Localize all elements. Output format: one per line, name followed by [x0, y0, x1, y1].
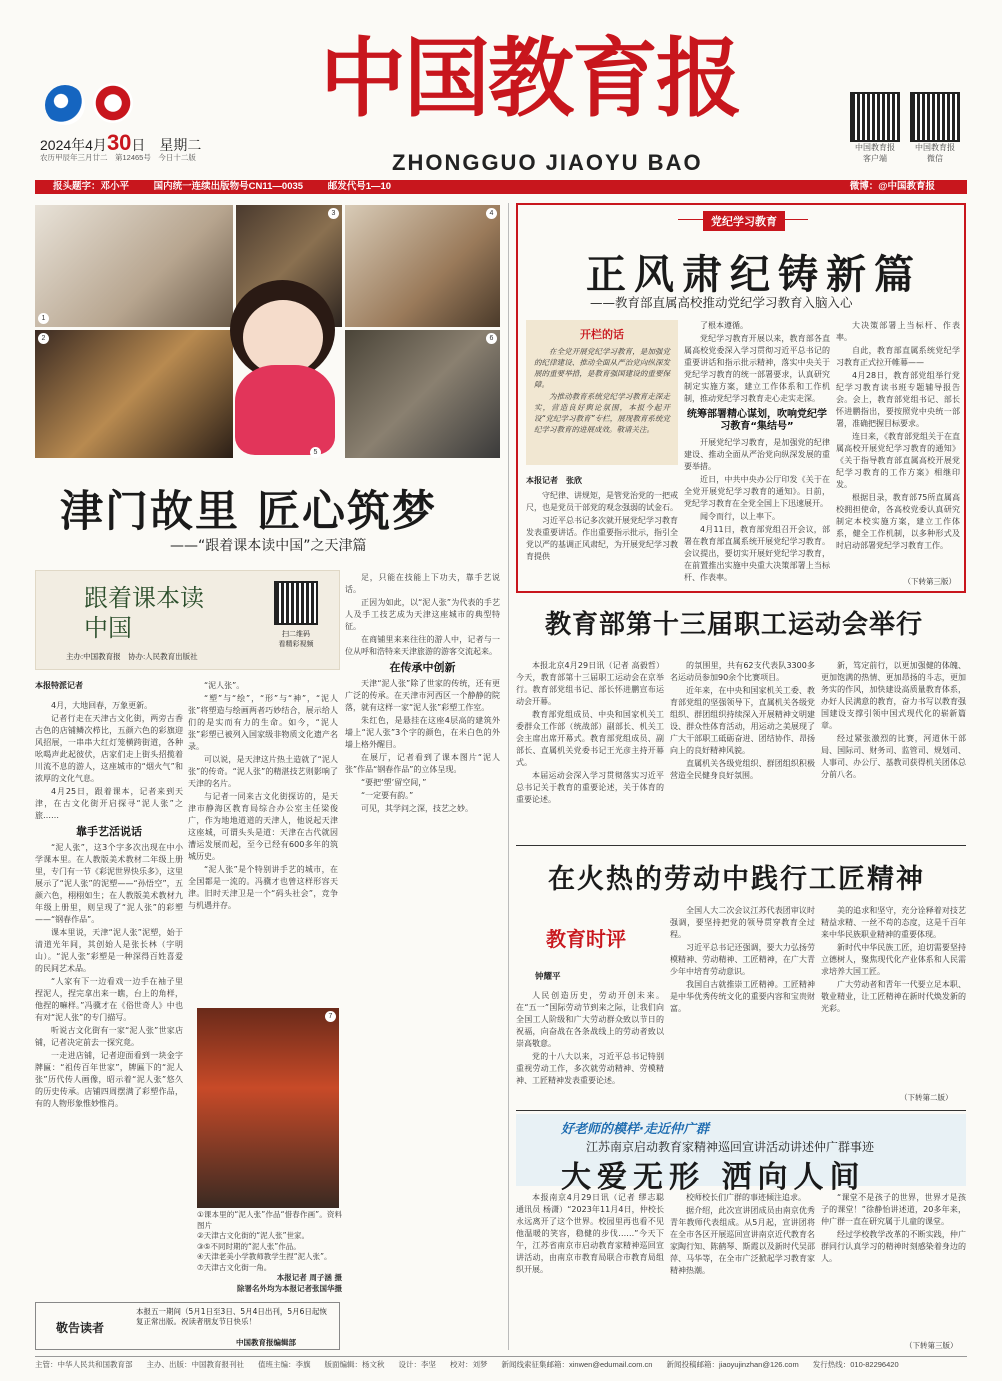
- banner-title: 跟着课本读中国: [84, 584, 204, 642]
- reading-banner: [35, 570, 340, 670]
- labor-continued: （下转第二版）: [900, 1093, 953, 1102]
- left-subheadline: ——“跟着课本读中国”之天津篇: [170, 538, 367, 554]
- games-col-2: 的氛围里，共有62支代表队3300多名运动员参加90余个比赛项目。 近年来，在中央和国家机关工委、教育部党组的坚强领导下，直属机关各级党组织、群团组织持续深入开展精神文明建设、群众性体育活动，用运动之美展现了广大干部职工砥砺奋进、团结协作、昂扬向上的良好精神风貌。 直属机关各级党组织、群团组织积极营造全民健身良好氛围。: [670, 661, 815, 780]
- qr-code-icon: [850, 92, 900, 142]
- issue-number: 农历甲辰年三月廿二 第12465号 今日十二版: [40, 153, 196, 162]
- photo-6: 6: [345, 330, 500, 458]
- labor-headline: 在火热的劳动中践行工匠精神: [548, 864, 925, 895]
- column-tag-text: 教育时评: [546, 927, 626, 951]
- masthead-logo: [45, 85, 105, 125]
- photo-captions: ①课本里的“泥人张”作品“惜春作画”。资料图片 ②天津古文化街的“泥人张”世家。 ③⑤不同时期的“泥人张”作品。 ④天津老美小学教师教学生捏“泥人张”。 ⑦天津古文化街一角。 本报记者 周子涵 摄 除署名外均为本报记者张国华摄: [197, 1210, 342, 1293]
- info-cn-number: 国内统一连续出版物号CN11—0035: [153, 181, 304, 192]
- party-col-1: 守纪律、讲规矩，是管党治党的一把戒尺，也是党员干部党的观念强弱的试金石。 习近平总书记多次就开展党纪学习教育发表重要讲话。作出重要指示批示，指引全党以严的基调正风肃纪，为开展党纪学习教育提供: [526, 491, 678, 561]
- notice-text: 本报五一期间（5月1日至3日、5月4日出刊，5月6日起恢复正常出版。祝读者朋友节日快乐！: [136, 1307, 327, 1326]
- reader-notice: [35, 1302, 340, 1350]
- logo-emblem-icon: [45, 85, 85, 125]
- labor-col-1: 人民创造历史，劳动开创未来。在“五一”国际劳动节到来之际，让我们向全国工人阶级和广大劳动群众致以节日的祝福，向奋战在各条战线上的劳动者致以崇高敬意。 党的十八大以来，习近平总书记特别重视劳动工作，多次就劳动精神、劳模精神、工匠精神发表重要论述。: [516, 991, 664, 1085]
- left-byline: 本报特派记者: [35, 681, 83, 690]
- column-tag-edu-comment: [516, 905, 664, 965]
- photo-2: 2: [35, 330, 233, 458]
- left-col-2: “泥人张”。 “塑”与“绘”，“形”与“神”，“泥人张”将塑造与绘画两者巧妙结合，展示给人们的是实而有力的生命。如今，“泥人张”彩塑已被列入国家级非物质文化遗产名录。 可以说，是天津这片热土造就了“泥人张”的传奇。“泥人张”的精湛技艺则影响了天津的名片。 与记者一同来古文化街探访的，是天津市静海区教育局综合办公室主任梁俊广，作为地地道道的天津人，他说起天津这座城，可谓头头是道：天津在古代就因漕运发展而起，至今已经有600多年的筑城历史。 “泥人张”是个特别讲手艺的城市，在全国都是一流的。冯骥才也曾这样形容天津。旧时天津卫是一个“码头社会”，竞争与机遇并存。: [188, 681, 338, 910]
- left-col-1: 4月，大地回春，万象更新。 记者行走在天津古文化街，两旁古香古色的店铺鳞次栉比，五颜六色的彩旗迎风招展，一串串大红灯笼横跨街道，各种吆喝声此起彼伏，店家们走上街头招揽着川流不息的游人，这座城市的“烟火气”和浓厚的文化气息。 4月25日，跟着课本，记者来到天津，在古文化街开启探寻“泥人张”之旅…… 靠手艺活说话 “泥人张”，这3个字多次出现在中小学课本里。在人教版美术教材二年级上册里，专门有一节《彩泥世界快乐多》，这里展示了“泥人张”的泥塑——“孙悟空”，五颜六色，栩栩如生；在人教版美术教材九年级上册里，则呈现了“泥人张”的彩塑——“钢春作品”。 课本里说，天津“泥人张”泥塑，始于清道光年间，其创始人是张长林（字明山）。“泥人张”彩塑是一种深得百姓喜爱的民间艺术品。 “人家有下一边看戏一边手在袖子里捏泥人，捏完拿出来一瞧，台上的角样，他捏的嘛样。”冯骥才在《俗世奇人》中也有对“泥人张”的专门描写。 听说古文化街有一家“泥人张”世家店铺，记者决定前去一探究竟。 一走进店铺，记者迎面看到一块金字牌匾：“祖传百年世家”，牌匾下的“泥人张”历代传人画像，昭示着“泥人张”悠久的历史传承。店铺四周摆满了彩塑作品，有的人物形象惟妙惟肖。: [35, 701, 183, 1108]
- labor-col-2: 全国人大二次会议江苏代表团审议时强调，要坚持把党的领导贯穿教育全过程。 习近平总书记还强调，要大力弘扬劳模精神、劳动精神、工匠精神，在广大青少年中培育劳动意识。 我国自古就推崇工匠精神。工匠精神是中华优秀传统文化的重要内容和宝贵财富。: [670, 906, 815, 1013]
- party-subheadline: ——教育部直属高校推动党纪学习教育入脑入心: [590, 295, 853, 310]
- left-headline: 津门故里 匠心筑梦: [60, 487, 437, 537]
- party-col-2: 了根本遵循。 党纪学习教育开展以来，教育部各直属高校党委深入学习贯彻习近平总书记的重要讲话和指示批示精神，落实中央关于党纪学习教育的统一部署要求，认真研究制定实施方案，建立工作体系和工作机制，推动党纪学习教育走心走实走深。 统筹部署精心谋划，吹响党纪学习教育“集结号” 开展党纪学习教育，是加强党的纪律建设、推动全面从严治党向纵深发展的重要举措。 近日，中共中央办公厅印发《关于在全党开展党纪学习教育的通知》。日前，党纪学习教育在全党全国上下迅速展开。 闻令而行，以上率下。 4月11日，教育部党组召开会议，部署在教育部直属系统开展党纪学习教育。会议提出，要切实开展好党纪学习教育，在前置推出实施中央重大决策部署上当标杆、作表率。: [684, 321, 830, 582]
- info-inscription: 报头题字：邓小平: [53, 181, 130, 192]
- teacher-band: [516, 1114, 966, 1195]
- qr-client[interactable]: 中国教育报 客户端: [850, 92, 905, 164]
- opening-box: 开栏的话 在全党开展党纪学习教育，是加强党的纪律建设、推动全面从严治党向纵深发展的重要举措，是教育强国建设的重要保障。 为推动教育系统党纪学习教育走深走实，营造良好舆论氛围，本报今起开设“党纪学习教育”专栏，展现教育系统党纪学习教育的进展成效。敬请关注。: [526, 320, 678, 465]
- games-col-1: 本报北京4月29日讯（记者 高毅哲）今天，教育部第十三届职工运动会在京举行。教育部党组书记、部长怀进鹏宣布运动会开幕。 教育部党组成员、中央和国家机关工委群众工作部（统战部）副部长、机关工会主席出席开幕式。教育部党组成员、副部长、直属机关党委书记王光彦主持开幕式。 本届运动会深入学习贯彻落实习近平总书记关于教育的重要论述，关于体育的重要论述。: [516, 661, 664, 804]
- subheading-craft: 靠手艺活说话: [76, 825, 142, 838]
- info-postal-code: 邮发代号1—10: [327, 181, 392, 192]
- teacher-continued: （下转第三版）: [905, 1341, 958, 1350]
- issue-date: 2024年4月30日 星期二: [40, 130, 202, 155]
- notice-sign: 中国教育报编辑部: [236, 1338, 296, 1347]
- anniversary-seal-icon: [93, 83, 133, 123]
- party-discipline-article: [516, 203, 966, 593]
- photo-3: 3: [236, 205, 342, 327]
- teacher-tag: 好老师的模样·走近仲广群: [561, 1122, 709, 1137]
- teacher-col-2: 校师校长们广群的事迹倾注追求。 据介绍，此次宣讲团成员由南京优秀青年教师代表组成。从5月起，宣讲团将在全市各区开展巡回宣讲南京近代教育名家陶行知、陈鹤琴、斯霞以及新时代吴邵萍、马华等，在全市广泛掀起学习教育家精神热潮。: [670, 1193, 815, 1275]
- photo-7-street: 7: [197, 1008, 339, 1208]
- teacher-col-1: 本报南京4月29日讯（记者 缪志聪 通讯员 杨潇）“2023年11月4日，仲校长永远离开了这个世界。校园里再也看不见他温暖的笑容，稳健的步伐……”今天下午，江苏省南京市启动教育家精神巡回宣讲活动，由南京市教育局联合市教育局组织开展。: [516, 1193, 672, 1274]
- party-continued: （下转第三版）: [903, 577, 956, 586]
- games-headline: 教育部第十三届职工运动会举行: [545, 610, 924, 640]
- info-weibo: 微博：@中国教育报: [849, 181, 935, 192]
- subheading-innovation: 在传承中创新: [389, 661, 456, 674]
- qr-wechat[interactable]: 中国教育报 微信: [910, 92, 965, 164]
- banner-qr-icon[interactable]: [274, 581, 318, 625]
- qr-code-icon: [910, 92, 960, 142]
- labor-author: 钟耀平: [535, 972, 561, 982]
- teacher-sub: 江苏南京启动教育家精神巡回宣讲活动讲述仲广群事迹: [586, 1140, 875, 1154]
- party-col-3: 大决策部署上当标杆、作表率。 自此，教育部直属系统党纪学习教育正式拉开帷幕—— 4月28日，教育部党组举行党纪学习教育读书班专题辅导报告会。会上，教育部党组书记、部长怀进鹏指出，要按照党中央统一部署，准确把握目标要求。 连日来，《教育部党组关于在直属高校开展党纪学习教育的通知》《关于指导教育部直属高校开展党纪学习教育的工作方案》相继印发。 根据目录，教育部75所直属高校拥担使命，各高校党委认真研究制定本校实施方案，建立工作体系，健全工作机制，以多种形式及时启动部署党纪学习教育工作。: [836, 321, 960, 550]
- masthead-info-bar: [35, 180, 967, 194]
- masthead-title: 中国教育报: [320, 28, 740, 129]
- banner-qr-label: 扫二维码 看精彩视频: [278, 631, 314, 648]
- photo-5-clay-figure: 5: [215, 270, 350, 460]
- teacher-headline: 大爱无形 洒向人间: [561, 1160, 866, 1195]
- party-byline: 本报记者 张欣: [526, 476, 582, 485]
- notice-label: 敬告读者: [56, 1321, 105, 1335]
- teacher-col-3: “课堂不是孩子的世界，世界才是孩子的课堂！”徐静怡讲述道，20多年来，仲广群一直在研究属于儿童的课堂。 经过学校教学改革的不断实践，仲广群同行认真学习的精神时刻感染着身边的人。: [821, 1193, 966, 1263]
- party-headline: 正风肃纪铸新篇: [586, 252, 922, 298]
- photo-1: 1: [35, 205, 233, 327]
- banner-host: 主办:中国教育报 协办:人民教育出版社: [66, 652, 198, 661]
- masthead-pinyin: ZHONGGUO JIAOYU BAO: [392, 150, 703, 175]
- page-footer: 主管：中华人民共和国教育部 主办、出版：中国教育报刊社 值班主编：李旗 版面编辑：杨文秋 设计：李坚 校对：刘梦 新闻线索征集邮箱：xinwen@edumail.com.cn 新闻投稿邮箱：jiaoyujinzhan@126.com 发行热线：010-82296420: [35, 1356, 967, 1372]
- labor-col-3: 美的追求和坚守，充分诠释着对技艺精益求精、一丝不苟的态度，这是千百年来中华民族职业精神的重要体现。 新时代中华民族工匠，迫切需要坚持立德树人，聚焦现代化产业体系和人民需求培养大国工匠。 广大劳动者和青年一代要立足本职、敬业精业，让工匠精神在新时代焕发新的光彩。: [821, 906, 966, 1013]
- left-col-3: 足，只能在技能上下功夫，靠手艺说话。 正因为如此，以“泥人张”为代表的手艺人及手工技艺成为天津这座城市的典型特征。 在商铺里来来往往的游人中，记者与一位从呼和浩特来天津旅游的游客交流起来。 在传承中创新 天津“泥人张”除了世家的传统，还有更广泛的传承。在天津市河西区一个静静的院落，就有这样一家“泥人张”彩塑工作室。 朱红色，是悬挂在这座4层高的建筑外墙上“泥人张”3个字的颜色，在米白色的外墙上格外醒目。 在展厅，记者看到了课本图片“泥人张”作品“钢春作品”的立体呈现。 “要把‘塑’留空间，” “一定要有韵。” 可见，其学问之深，技艺之妙。: [345, 573, 500, 813]
- photo-4: 4: [345, 205, 500, 327]
- party-tag: 党纪学习教育: [703, 211, 785, 231]
- games-col-3: 新，笃定前行，以更加强健的体魄、更加饱满的热情、更加昂扬的斗志，更加务实的作风，加快建设高质量教育体系，办好人民满意的教育，奋力书写以教育强国建设支撑引领中国式现代化的崭新篇章。 经过紧张激烈的比赛，河道休干部局、国际司、财务司、监管司、规划司、人事司、办公厅、基教司获得机关团体总分前八名。: [821, 661, 966, 779]
